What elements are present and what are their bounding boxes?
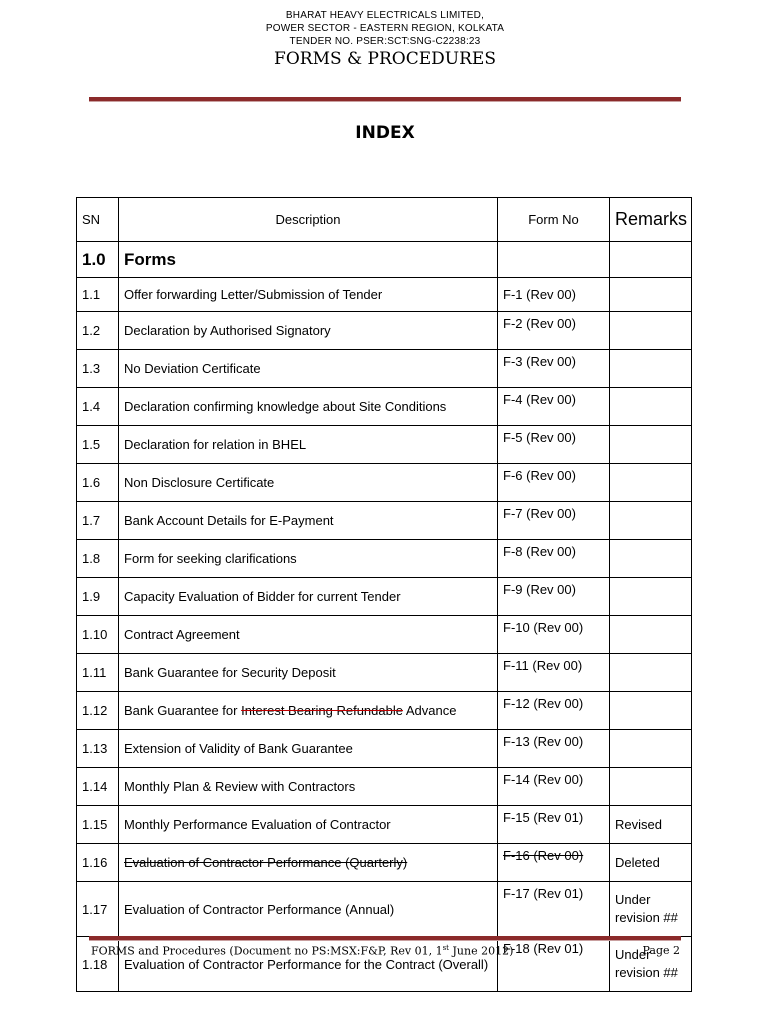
row-description: Capacity Evaluation of Bidder for current Tender <box>119 578 498 616</box>
remarks-line: revision ## <box>615 910 678 925</box>
footer-text-sup: st <box>442 944 449 952</box>
tender-number: TENDER NO. PSER:SCT:SNG-C2238:23 <box>289 36 481 47</box>
row-sn: 1.14 <box>77 768 119 806</box>
table-row <box>77 882 692 937</box>
row-sn: 1.16 <box>77 844 119 882</box>
remarks-line: Under <box>615 892 651 907</box>
section-form <box>498 242 610 278</box>
row-sn: 1.12 <box>77 692 119 730</box>
row-description: Monthly Plan & Review with Contractors <box>119 768 498 806</box>
row-remarks <box>610 350 692 388</box>
row-description: Declaration for relation in BHEL <box>119 426 498 464</box>
row-form-no: F-15 (Rev 01) <box>498 806 610 844</box>
index-heading: INDEX <box>355 123 415 143</box>
row-sn: 1.17 <box>77 882 119 937</box>
section-remarks <box>610 242 692 278</box>
table-row <box>77 350 692 388</box>
row-remarks <box>610 388 692 426</box>
section-row <box>77 242 692 278</box>
company-name: BHARAT HEAVY ELECTRICALS LIMITED, <box>285 10 485 21</box>
table-row <box>77 312 692 350</box>
row-remarks <box>610 692 692 730</box>
header-description: Description <box>119 198 498 242</box>
section-label: Forms <box>119 242 498 278</box>
row-remarks <box>610 578 692 616</box>
page-number: Page 2 <box>642 944 680 957</box>
table-row <box>77 730 692 768</box>
table-row <box>77 616 692 654</box>
row-remarks <box>610 278 692 312</box>
document-title: FORMS & PROCEDURES <box>274 49 496 69</box>
row-sn: 1.18 <box>77 937 119 992</box>
header-form-no: Form No <box>498 198 610 242</box>
table-row <box>77 806 692 844</box>
row-description: Declaration confirming knowledge about Site Conditions <box>119 388 498 426</box>
row-sn: 1.4 <box>77 388 119 426</box>
row-remarks <box>610 768 692 806</box>
row-sn: 1.1 <box>77 278 119 312</box>
row-form-no: F-7 (Rev 00) <box>498 502 610 540</box>
row-form-no: F-4 (Rev 00) <box>498 388 610 426</box>
footer-document-info <box>91 944 513 958</box>
row-form-no: F-11 (Rev 00) <box>498 654 610 692</box>
row-remarks <box>610 426 692 464</box>
section-sn: 1.0 <box>77 242 119 278</box>
table-row <box>77 464 692 502</box>
table-row <box>77 844 692 882</box>
row-description-tail: Advance <box>402 703 457 718</box>
table-row <box>77 388 692 426</box>
row-description: Evaluation of Contractor Performance (Annual) <box>119 882 498 937</box>
remarks-line: revision ## <box>615 965 678 980</box>
row-description: Evaluation of Contractor Performance (Quarterly) <box>119 844 498 882</box>
header-sn: SN <box>77 198 119 242</box>
row-description: Bank Account Details for E-Payment <box>119 502 498 540</box>
row-sn: 1.10 <box>77 616 119 654</box>
table-header-row <box>77 198 692 242</box>
row-description: Evaluation of Contractor Performance for the Contract (Overall) <box>119 937 498 992</box>
row-remarks: Deleted <box>610 844 692 882</box>
company-region: POWER SECTOR - EASTERN REGION, KOLKATA <box>265 23 505 34</box>
row-form-no: F-18 (Rev 01) <box>498 937 610 992</box>
row-form-no: F-5 (Rev 00) <box>498 426 610 464</box>
row-remarks <box>610 502 692 540</box>
row-form-no: F-14 (Rev 00) <box>498 768 610 806</box>
row-description: Declaration by Authorised Signatory <box>119 312 498 350</box>
table-row <box>77 654 692 692</box>
row-description <box>119 692 498 730</box>
row-sn: 1.11 <box>77 654 119 692</box>
row-remarks <box>610 730 692 768</box>
row-form-no: F-2 (Rev 00) <box>498 312 610 350</box>
row-description: Form for seeking clarifications <box>119 540 498 578</box>
row-sn: 1.8 <box>77 540 119 578</box>
row-description: Offer forwarding Letter/Submission of Tender <box>119 278 498 312</box>
row-remarks <box>610 882 692 937</box>
row-sn: 1.6 <box>77 464 119 502</box>
remarks-line: Under <box>615 947 651 962</box>
row-remarks <box>610 540 692 578</box>
row-sn: 1.9 <box>77 578 119 616</box>
table-row <box>77 768 692 806</box>
row-form-no: F-12 (Rev 00) <box>498 692 610 730</box>
table-row <box>77 502 692 540</box>
header-rule <box>89 97 681 102</box>
row-form-no: F-16 (Rev 00) <box>498 844 610 882</box>
table-row <box>77 426 692 464</box>
row-form-no: F-8 (Rev 00) <box>498 540 610 578</box>
row-sn: 1.3 <box>77 350 119 388</box>
row-sn: 1.15 <box>77 806 119 844</box>
row-form-no: F-6 (Rev 00) <box>498 464 610 502</box>
row-form-no: F-9 (Rev 00) <box>498 578 610 616</box>
row-remarks <box>610 312 692 350</box>
row-description: Bank Guarantee for Security Deposit <box>119 654 498 692</box>
row-remarks <box>610 616 692 654</box>
row-description: Monthly Performance Evaluation of Contractor <box>119 806 498 844</box>
table-row <box>77 540 692 578</box>
table-row <box>77 578 692 616</box>
struck-text: Interest Bearing Refundable <box>241 703 403 718</box>
row-form-no: F-17 (Rev 01) <box>498 882 610 937</box>
row-description: No Deviation Certificate <box>119 350 498 388</box>
row-description: Non Disclosure Certificate <box>119 464 498 502</box>
row-sn: 1.2 <box>77 312 119 350</box>
row-description-text: Bank Guarantee for <box>124 703 242 718</box>
row-form-no: F-3 (Rev 00) <box>498 350 610 388</box>
row-description: Contract Agreement <box>119 616 498 654</box>
row-remarks: Revised <box>610 806 692 844</box>
footer-rule <box>89 936 681 941</box>
row-description: Extension of Validity of Bank Guarantee <box>119 730 498 768</box>
row-sn: 1.5 <box>77 426 119 464</box>
row-remarks <box>610 654 692 692</box>
row-sn: 1.7 <box>77 502 119 540</box>
table-row <box>77 692 692 730</box>
footer-text-main: FORMS and Procedures (Document no PS:MSX:F&P, Rev 01, 1 <box>91 944 443 958</box>
row-remarks <box>610 464 692 502</box>
row-form-no: F-13 (Rev 00) <box>498 730 610 768</box>
forms-index-table <box>76 197 692 992</box>
header-remarks: Remarks <box>610 198 692 242</box>
table-row <box>77 278 692 312</box>
row-form-no: F-10 (Rev 00) <box>498 616 610 654</box>
row-form-no: F-1 (Rev 00) <box>498 278 610 312</box>
footer-text-date: June 2012) <box>449 944 514 958</box>
row-sn: 1.13 <box>77 730 119 768</box>
